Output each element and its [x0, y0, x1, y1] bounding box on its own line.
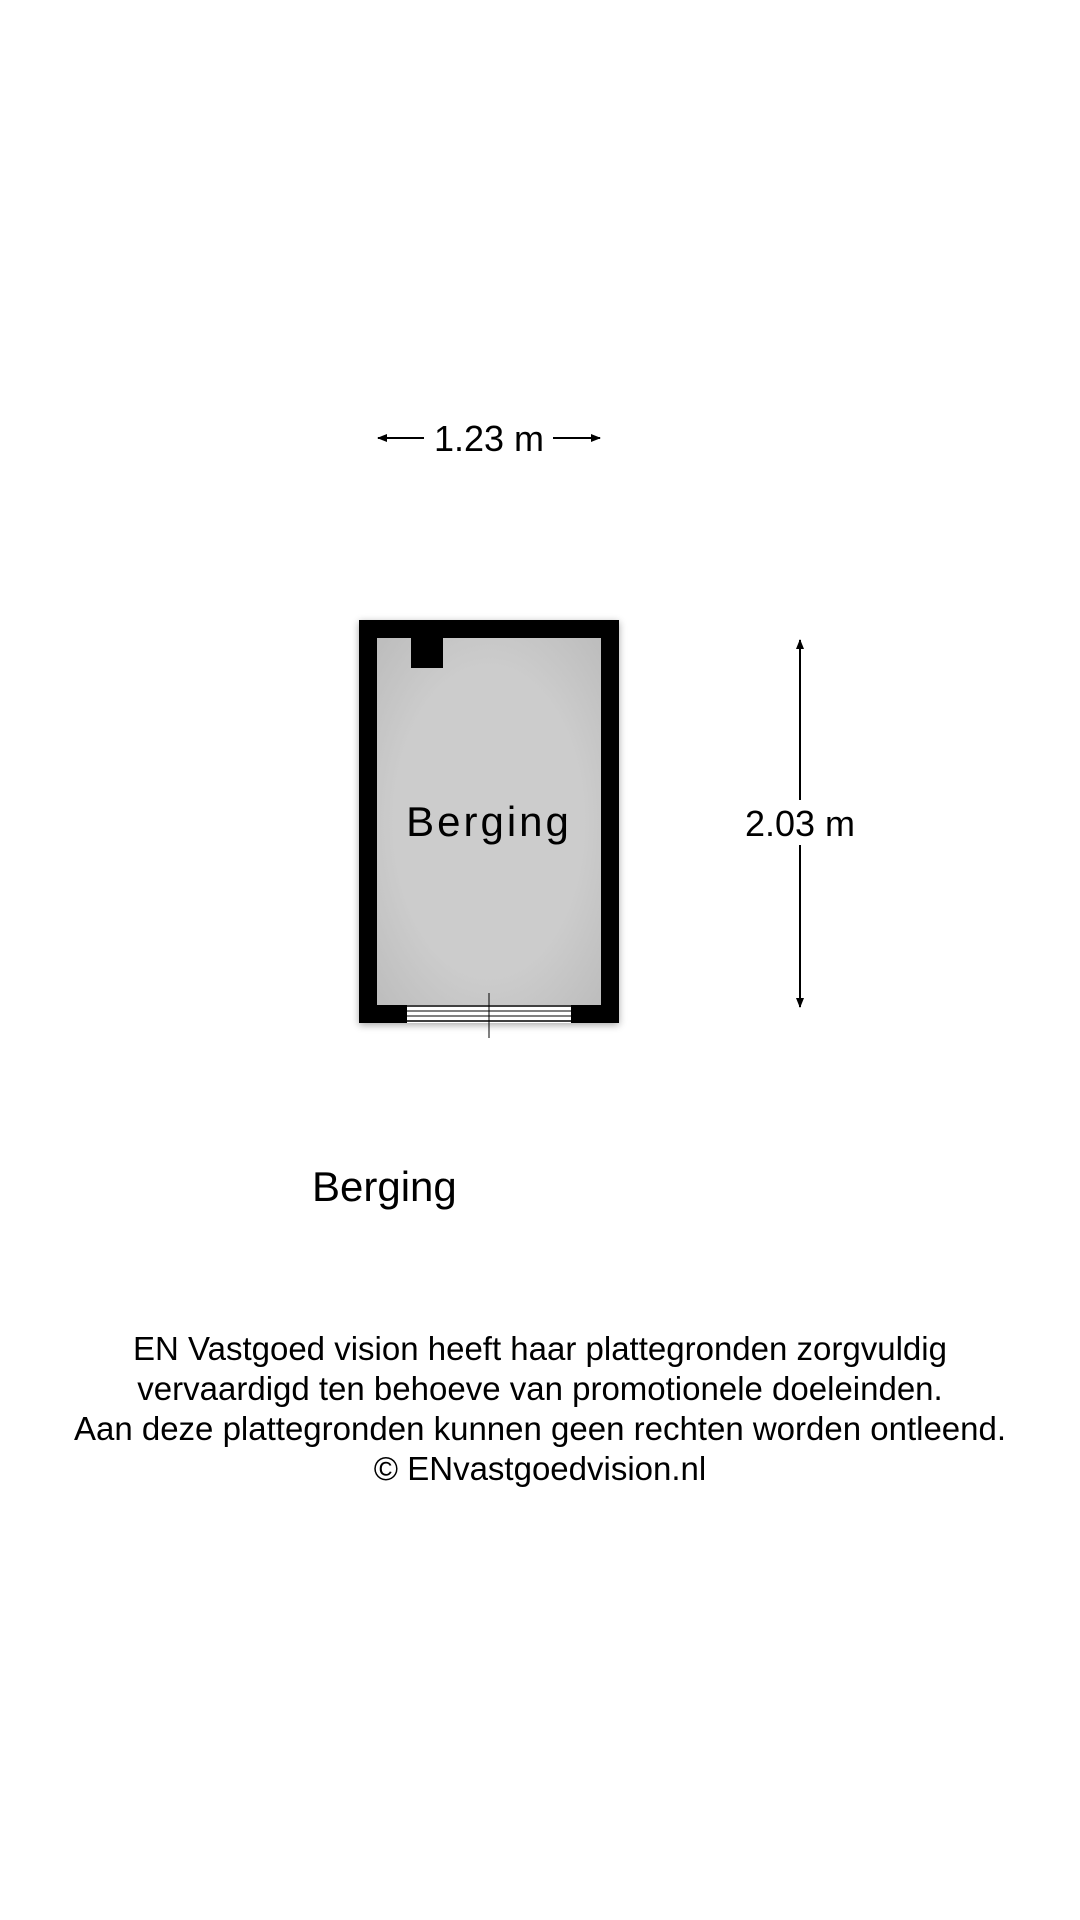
copyright-line: © ENvastgoedvision.nl	[373, 1450, 707, 1487]
height-dimension	[745, 640, 855, 1007]
width-label: 1.23 m	[433, 418, 545, 459]
height-label: 2.03 m	[744, 803, 856, 844]
room-column	[411, 638, 443, 668]
disclaimer-line: vervaardigd ten behoeve van promotionele doeleinden.	[137, 1370, 943, 1407]
disclaimer	[0, 1329, 1080, 1489]
disclaimer-line: EN Vastgoed vision heeft haar plattegronden zorgvuldig	[133, 1330, 947, 1367]
width-dimension	[378, 418, 600, 459]
disclaimer-line: Aan deze plattegronden kunnen geen rechten worden ontleend.	[73, 1410, 1007, 1447]
room-label: Berging	[406, 798, 572, 845]
floor-title: Berging	[312, 1163, 457, 1210]
